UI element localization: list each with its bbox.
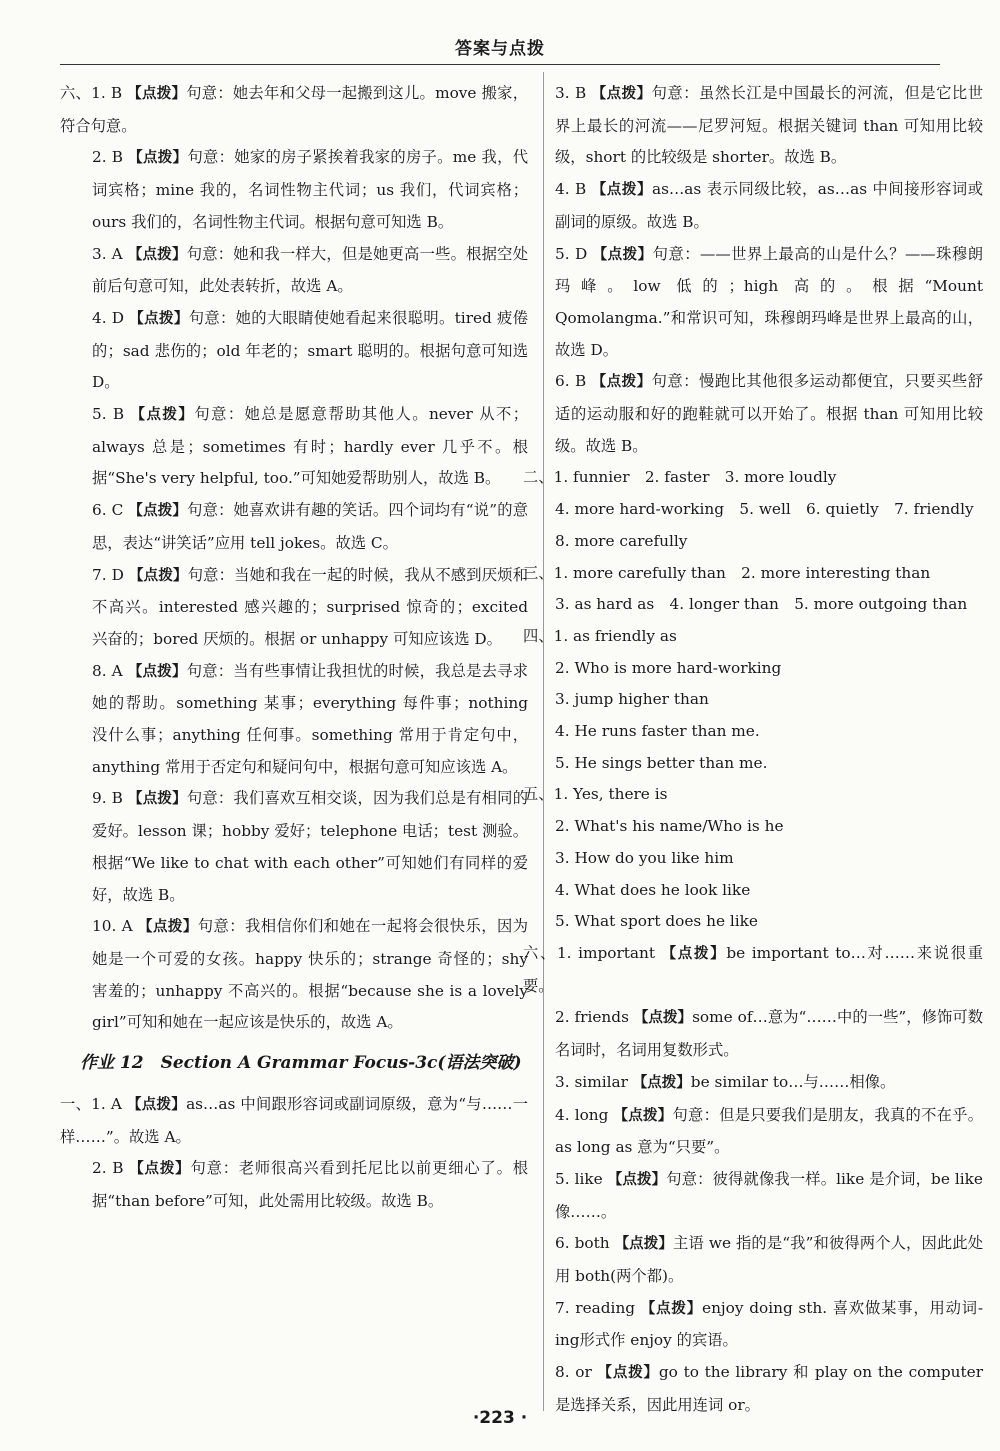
answer-item: 四、1. as friendly as	[523, 626, 677, 645]
answer-item: 6. both 【点拨】主语 we 指的是“我”和彼得两个人，因此此处用 both(两个都)。	[555, 1234, 983, 1286]
hint-tag: 【点拨】	[127, 246, 187, 263]
answer-item: 8. more carefully	[555, 531, 688, 550]
answer-item: 7. D 【点拨】句意：当她和我在一起的时候，我从不感到厌烦和不高兴。interested 感兴趣的；surprised 惊奇的；excited 兴奋的；bored 厌烦的。根据 or unhappy 可知应该选 D。	[92, 565, 528, 648]
hint-tag: 【点拨】	[128, 503, 188, 520]
answer-item: 10. A 【点拨】句意：我相信你们和她在一起将会很快乐，因为她是一个可爱的女孩。happy 快乐的；strange 奇怪的；shy 害羞的；unhappy 不高兴的。根据“because she is a lovely girl”可知和她在一起应该是快乐的，故选 A。	[92, 917, 528, 1032]
answer-item: 5. What sport does he like	[555, 912, 758, 931]
answer-item: 3. A 【点拨】句意：她和我一样大，但是她更高一些。根据空处前后句意可知，此处表转折，故选 A。	[92, 244, 528, 296]
answer-item: 六、1. B 【点拨】句意：她去年和父母一起搬到这儿。move 搬家，符合句意。	[60, 84, 529, 135]
hint-tag: 【点拨】	[661, 945, 727, 962]
answer-item: 二、1. funnier 2. faster 3. more loudly	[523, 468, 837, 487]
answer-item: 5. D 【点拨】句意：——世界上最高的山是什么？——珠穆朗玛峰。low 低的；high 高的。根据“Mount Qomolangma.”和常识可知，珠穆朗玛峰是世界上最高的山，故选 D。	[555, 244, 983, 359]
answer-item: 3. similar 【点拨】be similar to…与……相像。	[555, 1072, 896, 1091]
hint-tag: 【点拨】	[613, 1107, 673, 1124]
answer-item: 5. like 【点拨】句意：彼得就像我一样。like 是介词，be like 像……。	[555, 1169, 983, 1221]
hint-tag: 【点拨】	[597, 1365, 659, 1382]
answer-item: 9. B 【点拨】句意：我们喜欢互相交谈，因为我们总是有相同的爱好。lesson 课；hobby 爱好；telephone 电话；test 测验。根据“We like to chat with each other”可知她们有同样的爱好，故选 B。	[92, 789, 528, 904]
answer-item: 6. B 【点拨】句意：慢跑比其他很多运动都便宜，只要买些舒适的运动服和好的跑鞋就可以开始了。根据 than 可知用比较级。故选 B。	[555, 372, 983, 455]
right-column	[523, 78, 984, 1422]
hint-tag: 【点拨】	[128, 791, 187, 808]
answer-item: 5. B 【点拨】句意：她总是愿意帮助其他人。never 从不；always 总是；sometimes 有时；hardly ever 几乎不。根据“She's very helpful, too.”可知她爱帮助别人，故选 B。	[92, 405, 529, 488]
answer-item: 三、1. more carefully than 2. more interesting than	[523, 563, 931, 582]
hint-tag: 【点拨】	[127, 663, 187, 680]
hint-tag: 【点拨】	[128, 567, 188, 584]
answer-item: 7. reading 【点拨】enjoy doing sth. 喜欢做某事，用动词-ing形式作 enjoy 的宾语。	[555, 1298, 983, 1350]
column-divider	[543, 72, 544, 1411]
hint-tag: 【点拨】	[640, 1300, 703, 1317]
hint-tag: 【点拨】	[591, 86, 652, 102]
page-header: 答案与点拨	[60, 34, 940, 65]
hint-tag: 【点拨】	[128, 150, 188, 167]
answer-item: 4. long 【点拨】句意：但是只要我们是朋友，我真的不在乎。as long as 意为“只要”。	[555, 1105, 983, 1157]
answer-item: 3. jump higher than	[555, 690, 709, 709]
answer-item: 4. more hard-working 5. well 6. quietly 7. friendly	[555, 500, 974, 519]
hint-tag: 【点拨】	[607, 1171, 667, 1188]
hint-tag: 【点拨】	[633, 1010, 693, 1027]
hint-tag: 【点拨】	[632, 1074, 691, 1091]
answer-item: 3. B 【点拨】句意：虽然长江是中国最长的河流，但是它比世界上最长的河流——尼罗河短。根据关键词 than 可知用比较级，short 的比较级是 shorter。故选 B。	[555, 84, 983, 167]
hint-tag: 【点拨】	[127, 86, 187, 102]
hint-tag: 【点拨】	[591, 374, 652, 391]
answer-item: 2. B 【点拨】句意：她家的房子紧挨着我家的房子。me 我，代词宾格；mine 我的，名词性物主代词；us 我们，代词宾格；ours 我们的，名词性物主代词。根据句意可知选 B。	[92, 148, 529, 231]
hint-tag: 【点拨】	[591, 182, 653, 199]
answer-item: 4. B 【点拨】as…as 表示同级比较，as…as 中间接形容词或副词的原级。故选 B。	[555, 180, 984, 231]
answer-item: 4. He runs faster than me.	[555, 722, 760, 741]
answer-item: 4. D 【点拨】句意：她的大眼睛使她看起来很聪明。tired 疲倦的；sad 悲伤的；old 年老的；smart 聪明的。根据句意可知选 D。	[92, 308, 529, 392]
hint-tag: 【点拨】	[130, 407, 195, 424]
hint-tag: 【点拨】	[127, 1096, 187, 1113]
answer-item: 3. How do you like him	[555, 848, 734, 867]
answer-item: 4. What does he look like	[555, 880, 751, 899]
hint-tag: 【点拨】	[129, 1161, 191, 1178]
answer-item: 8. A 【点拨】句意：当有些事情让我担忧的时候，我总是去寻求她的帮助。something 某事；everything 每件事；nothing 没什么事；anything 任何事。something 常用于肯定句中，anything 常用于否定句和疑问句中，根据句意可知应该选 A。	[92, 661, 528, 776]
left-column	[60, 78, 529, 1218]
hint-tag: 【点拨】	[592, 246, 653, 263]
answer-item: 五、1. Yes, there is	[523, 785, 668, 804]
answer-item: 一、1. A 【点拨】as…as 中间跟形容词或副词原级，意为“与……一样……”。故选 A。	[60, 1094, 529, 1146]
answer-item: 5. He sings better than me.	[555, 753, 768, 772]
answer-item: 2. What's his name/Who is he	[555, 817, 784, 836]
answer-item: 2. B 【点拨】句意：老师很高兴看到托尼比以前更细心了。根据“than before”可知，此处需用比较级。故选 B。	[92, 1159, 529, 1210]
answer-item: 3. as hard as 4. longer than 5. more outgoing than	[555, 595, 968, 614]
hint-tag: 【点拨】	[614, 1236, 674, 1253]
answer-item: 2. Who is more hard-working	[555, 658, 782, 677]
answer-item: 6. C 【点拨】句意：她喜欢讲有趣的笑话。四个词均有“说”的意思，表达“讲笑话”应用 tell jokes。故选 C。	[92, 501, 528, 552]
answer-item: 8. or 【点拨】go to the library 和 play on the computer 是选择关系，因此用连词 or。	[555, 1363, 984, 1414]
answer-item: 六、1. important 【点拨】be important to…对……来说很重要。	[523, 943, 983, 995]
page-number: ·223 ·	[472, 1408, 528, 1428]
answer-item: 2. friends 【点拨】some of…意为“……中的一些”，修饰可数名词时，名词用复数形式。	[555, 1008, 984, 1060]
hint-tag: 【点拨】	[138, 919, 198, 936]
hint-tag: 【点拨】	[129, 310, 189, 327]
section-title: 作业 12 Section A Grammar Focus-3c(语法突破)	[80, 1053, 522, 1074]
